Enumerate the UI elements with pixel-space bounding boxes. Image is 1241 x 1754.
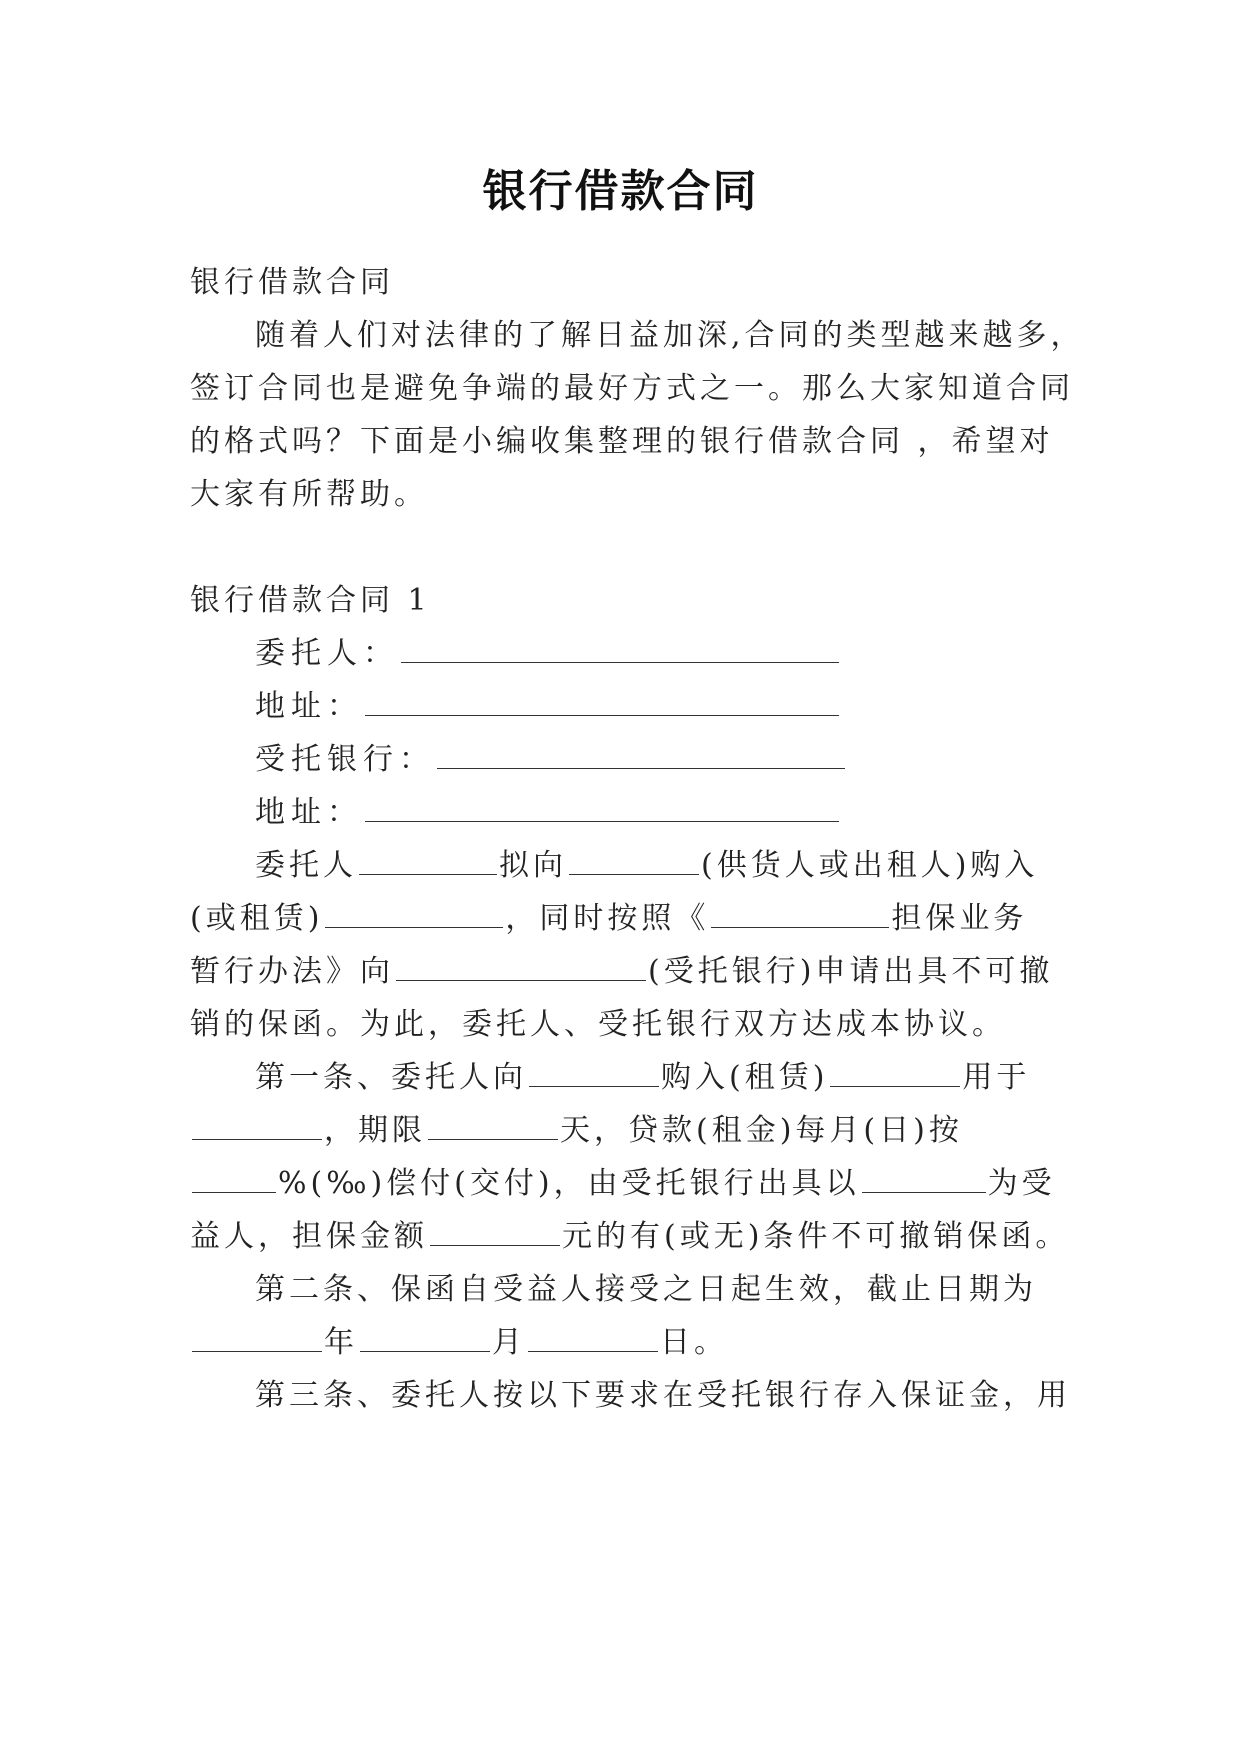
blank (529, 1060, 659, 1087)
section1-heading: 银行借款合同 1 (190, 583, 431, 618)
article-text: 天，贷款(租金)每月(日)按 (560, 1113, 963, 1148)
client-address-field (255, 687, 841, 727)
intro-line-4: 大家有所帮助。 (190, 477, 428, 512)
article2-line-1: 第二条、保函自受益人接受之日起生效，截止日期为 (255, 1272, 1037, 1307)
blank (862, 1166, 986, 1193)
article-text: 用于 (962, 1060, 1031, 1095)
blank (325, 901, 503, 928)
intro-line-1: 随着人们对法律的了解日益加深,合同的类型越来越多， (255, 318, 1085, 353)
intro-line-3: 的格式吗？下面是小编收集整理的银行借款合同 ，希望对 (190, 424, 1054, 459)
preamble-text: (或租赁) (190, 901, 324, 936)
blank (430, 1219, 560, 1246)
preamble-text: ，同时按照《 (505, 901, 710, 936)
client-address-blank (365, 689, 839, 716)
blank (528, 1325, 658, 1352)
client-address-label: 地址： (255, 689, 363, 724)
preamble-text: 暂行办法》向 (190, 954, 394, 989)
article-text: 益人，担保金额 (190, 1219, 428, 1254)
preamble-text: 拟向 (499, 848, 567, 883)
article-text: 第一条、委托人向 (255, 1060, 527, 1095)
article2-line-2 (190, 1323, 728, 1363)
blank (830, 1060, 960, 1087)
article-text: 日。 (660, 1325, 728, 1360)
client-blank (401, 636, 839, 663)
article-text: ，期限 (324, 1113, 426, 1148)
article-text: 为受 (987, 1166, 1056, 1201)
blank (359, 848, 497, 875)
article-text: 年 (324, 1325, 358, 1360)
bank-blank (437, 742, 845, 769)
preamble-line-3 (190, 952, 1053, 992)
preamble-line-4: 销的保函。为此，委托人、受托银行双方达成本协议。 (190, 1007, 1006, 1042)
preamble-line-2 (190, 899, 1027, 939)
blank (428, 1113, 558, 1140)
article1-line-1 (255, 1058, 1030, 1098)
bank-address-field (255, 793, 841, 833)
article-text: 元的有(或无)条件不可撤销保函。 (562, 1219, 1070, 1254)
bank-label: 受托银行： (255, 742, 435, 777)
client-field (255, 634, 841, 674)
blank (396, 954, 646, 981)
blank (192, 1113, 322, 1140)
intro-line-2: 签订合同也是避免争端的最好方式之一。那么大家知道合同 (190, 371, 1074, 406)
intro-heading: 银行借款合同 (190, 265, 394, 300)
client-label: 委托人： (255, 636, 399, 671)
bank-field (255, 740, 847, 780)
blank (569, 848, 699, 875)
bank-address-blank (365, 795, 839, 822)
article1-line-2 (190, 1111, 963, 1151)
document-title: 银行借款合同 (482, 166, 759, 217)
preamble-text: (受托银行)申请出具不可撤 (648, 954, 1054, 989)
article3-line-1: 第三条、委托人按以下要求在受托银行存入保证金，用 (255, 1378, 1071, 1413)
preamble-text: 委托人 (255, 848, 357, 883)
preamble-line-1 (255, 846, 1038, 886)
preamble-text: 担保业务 (891, 901, 1028, 936)
article-text: %(‰)偿付(交付)，由受托银行出具以 (278, 1166, 860, 1201)
blank (711, 901, 889, 928)
blank (360, 1325, 490, 1352)
article1-line-3 (190, 1164, 1056, 1204)
article-text: 购入(租赁) (661, 1060, 829, 1095)
preamble-text: (供货人或出租人)购入 (701, 848, 1039, 883)
article1-line-4 (190, 1217, 1069, 1257)
bank-address-label: 地址： (255, 795, 363, 830)
blank (192, 1166, 276, 1193)
article-text: 月 (492, 1325, 526, 1360)
blank (192, 1325, 322, 1352)
